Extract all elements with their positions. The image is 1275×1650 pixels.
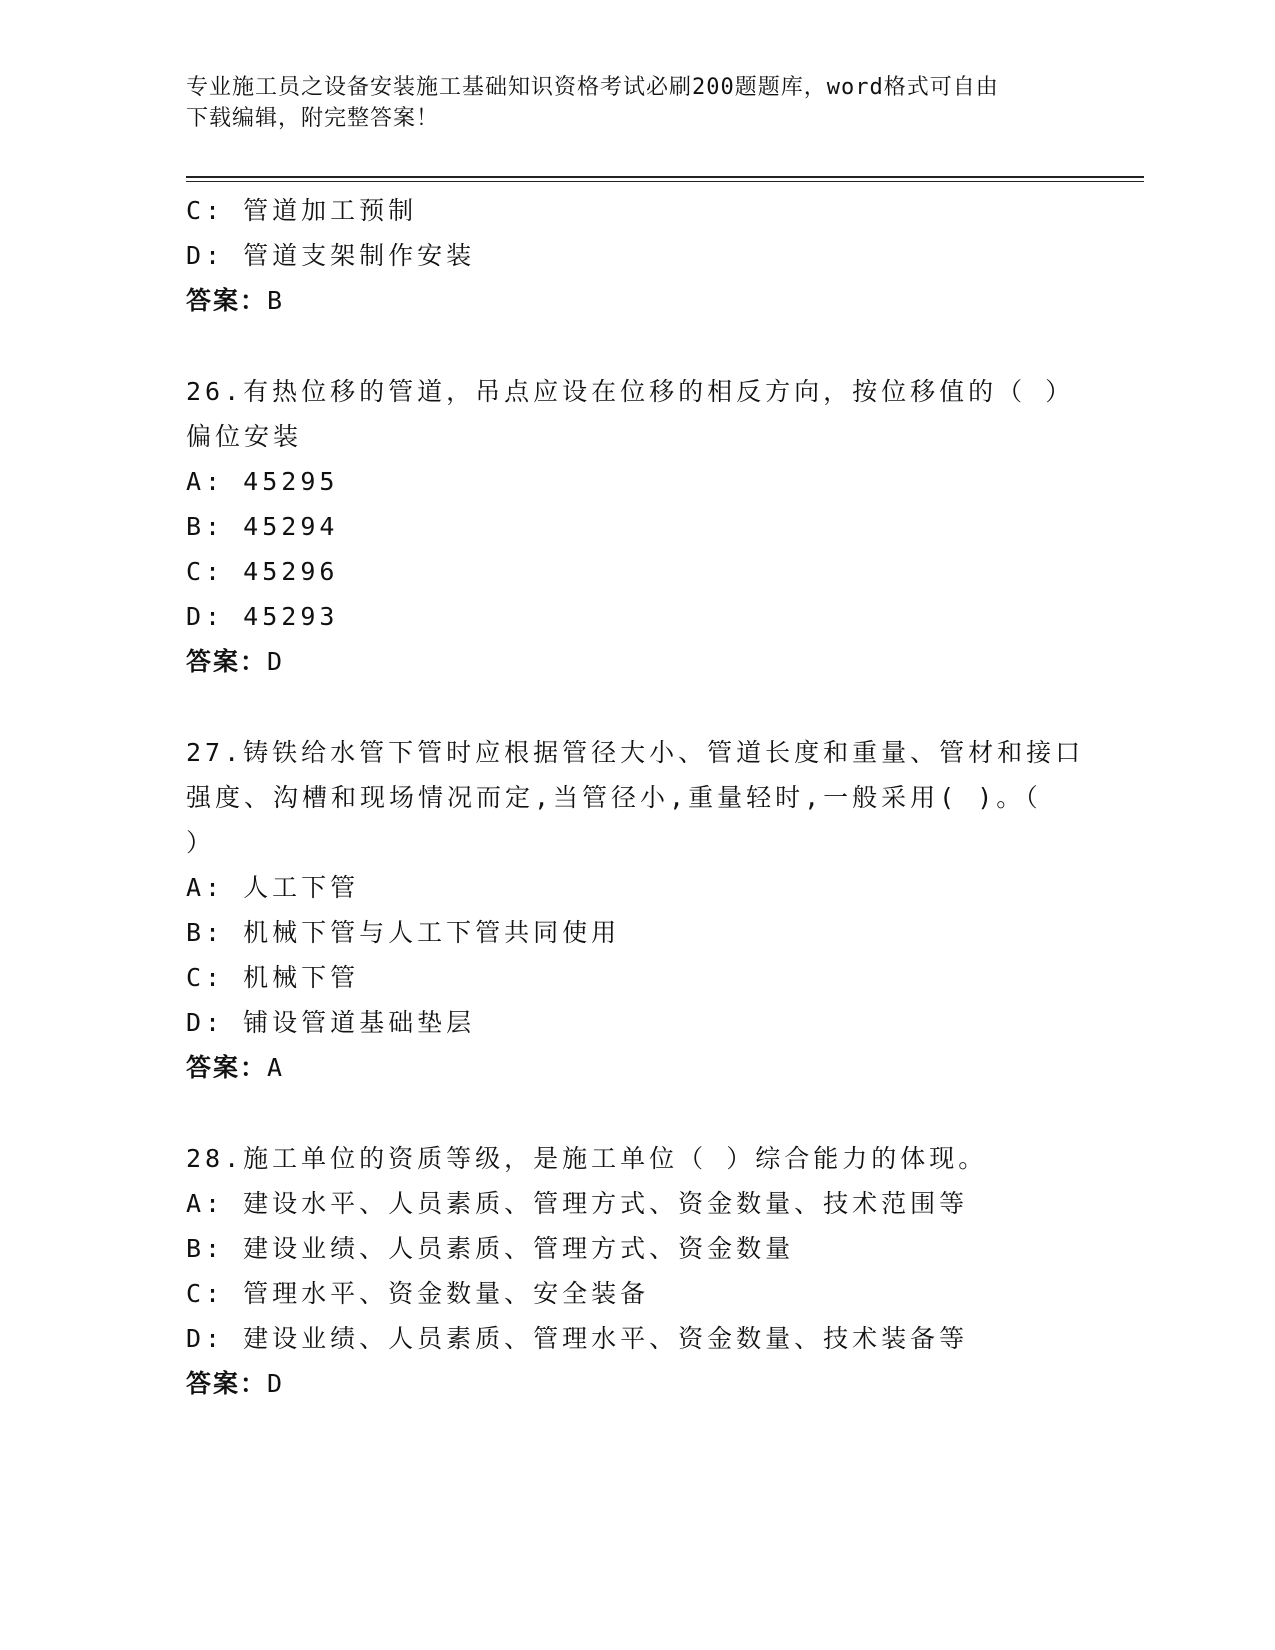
- option-text: 45296: [243, 557, 339, 586]
- option-label: C:: [186, 557, 225, 586]
- option-label: C:: [186, 1279, 225, 1308]
- option-text: 管道支架制作安装: [243, 241, 476, 270]
- question-27: [186, 730, 1086, 1090]
- answer-line: [186, 1045, 1086, 1090]
- option-label: D:: [186, 602, 225, 631]
- answer-value: D: [267, 647, 283, 676]
- option-label: A:: [186, 467, 225, 496]
- option-c: [186, 188, 1086, 233]
- option-text: 机械下管与人工下管共同使用: [243, 918, 621, 947]
- answer-value: D: [267, 1369, 283, 1398]
- option-b: [186, 1226, 1086, 1271]
- spacer: [186, 1090, 1086, 1136]
- option-label: D:: [186, 1324, 225, 1353]
- answer-label: 答案：: [186, 1053, 268, 1082]
- question-25-tail: [186, 188, 1086, 323]
- document-body: [186, 188, 1086, 1406]
- document-header: [186, 72, 1066, 134]
- answer-value: B: [267, 286, 283, 315]
- option-b: [186, 910, 1086, 955]
- option-d: [186, 1000, 1086, 1045]
- answer-label: 答案：: [186, 647, 268, 676]
- option-text: 建设水平、人员素质、管理方式、资金数量、技术范围等: [243, 1189, 969, 1218]
- option-text: 45295: [243, 467, 339, 496]
- option-label: B:: [186, 512, 225, 541]
- question-28: [186, 1136, 1086, 1406]
- option-text: 建设业绩、人员素质、管理方式、资金数量: [243, 1234, 795, 1263]
- answer-line: [186, 278, 1086, 323]
- option-b: [186, 504, 1086, 549]
- option-label: A:: [186, 873, 225, 902]
- option-d: [186, 233, 1086, 278]
- option-c: [186, 955, 1086, 1000]
- option-text: 建设业绩、人员素质、管理水平、资金数量、技术装备等: [243, 1324, 969, 1353]
- option-text: 管理水平、资金数量、安全装备: [243, 1279, 650, 1308]
- answer-value: A: [267, 1053, 283, 1082]
- option-d: [186, 1316, 1086, 1361]
- option-c: [186, 549, 1086, 594]
- option-label: D:: [186, 241, 225, 270]
- option-a: [186, 459, 1086, 504]
- option-label: B:: [186, 918, 225, 947]
- answer-label: 答案：: [186, 1369, 268, 1398]
- option-text: 人工下管: [243, 873, 360, 902]
- header-line-1: 专业施工员之设备安装施工基础知识资格考试必刷200题题库，word格式可自由: [186, 75, 999, 100]
- question-text-line: 27.铸铁给水管下管时应根据管径大小、管道长度和重量、管材和接口: [186, 738, 1085, 767]
- option-text: 45293: [243, 602, 339, 631]
- header-rule-thin: [186, 181, 1144, 182]
- option-label: D:: [186, 1008, 225, 1037]
- header-rule-thick: [186, 176, 1144, 178]
- option-label: C:: [186, 963, 225, 992]
- question-text-line: 26.有热位移的管道，吊点应设在位移的相反方向，按位移值的（ ）: [186, 377, 1075, 406]
- question-text-line: 偏位安装: [186, 422, 303, 451]
- question-26: [186, 369, 1086, 684]
- option-label: C:: [186, 196, 225, 225]
- answer-line: [186, 639, 1086, 684]
- header-line-2: 下载编辑，附完整答案！: [186, 106, 440, 131]
- option-a: [186, 1181, 1086, 1226]
- option-text: 机械下管: [243, 963, 360, 992]
- answer-line: [186, 1361, 1086, 1406]
- spacer: [186, 684, 1086, 730]
- option-text: 管道加工预制: [243, 196, 418, 225]
- option-text: 铺设管道基础垫层: [243, 1008, 476, 1037]
- answer-label: 答案：: [186, 286, 268, 315]
- option-label: B:: [186, 1234, 225, 1263]
- option-d: [186, 594, 1086, 639]
- option-label: A:: [186, 1189, 225, 1218]
- option-a: [186, 865, 1086, 910]
- question-text-line: 强度、沟槽和现场情况而定,当管径小,重量轻时,一般采用( )。（: [186, 783, 1042, 812]
- question-text-line: ）: [186, 828, 216, 857]
- question-text-line: 28.施工单位的资质等级，是施工单位（ ）综合能力的体现。: [186, 1144, 988, 1173]
- option-c: [186, 1271, 1086, 1316]
- option-text: 45294: [243, 512, 339, 541]
- spacer: [186, 323, 1086, 369]
